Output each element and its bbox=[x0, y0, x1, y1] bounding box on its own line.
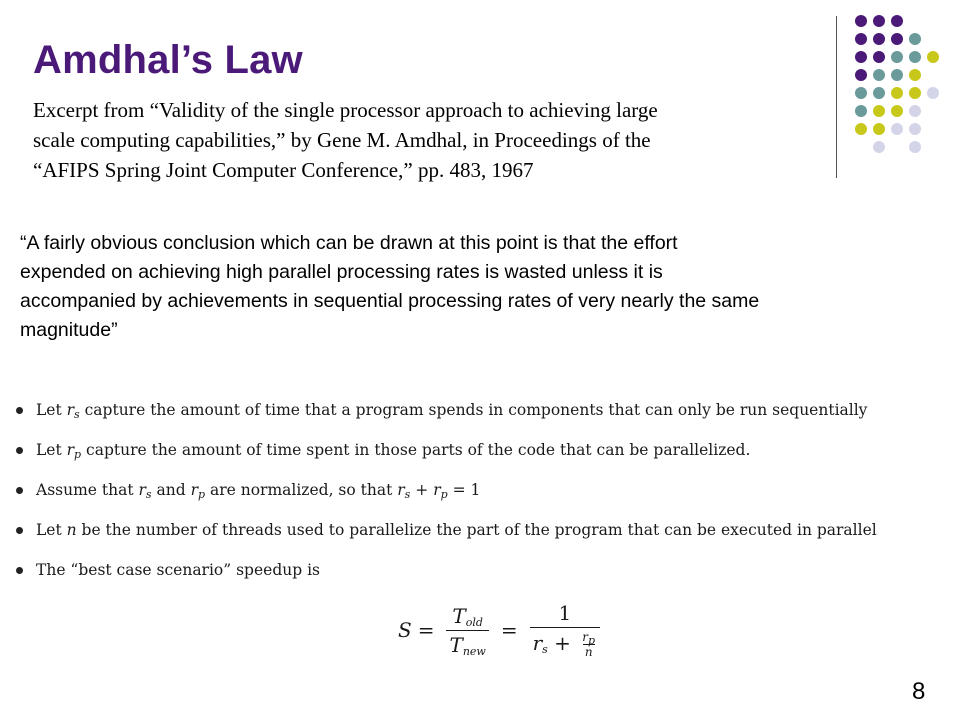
page-number: 8 bbox=[912, 678, 926, 705]
bullet-list bbox=[16, 395, 946, 595]
var-r: r bbox=[66, 441, 75, 459]
quote-line-1: “A fairly obvious conclusion which can be drawn at this point is that the effort bbox=[20, 232, 678, 254]
dot-row-4 bbox=[855, 69, 921, 81]
sub-s: s bbox=[74, 408, 80, 421]
amdahl-quote bbox=[20, 229, 945, 345]
citation bbox=[33, 95, 793, 185]
sub-p: p bbox=[74, 448, 82, 461]
formula-S: S bbox=[398, 618, 412, 642]
bullet-dot-icon bbox=[16, 567, 23, 574]
citation-line-3: “AFIPS Spring Joint Computer Conference,” pp. 483, 1967 bbox=[33, 158, 534, 182]
dot-row-6 bbox=[855, 105, 921, 117]
quote-line-4: magnitude” bbox=[20, 319, 118, 341]
citation-line-2: scale computing capabilities,” by Gene M. Amdhal, in Proceedings of the bbox=[33, 128, 651, 152]
formula-amdahl-fraction: 1 $r_s$ + $\frac{r_p}{n}$ bbox=[530, 601, 601, 659]
dot-row-7 bbox=[855, 123, 921, 135]
speedup-formula: S = $\frac{T_{old}}{T_{new}}$ = 1 $r_s$ + $\frac{r_p}{n}$ bbox=[398, 600, 606, 660]
quote-line-2: expended on achieving high parallel processing rates is wasted unless it is bbox=[20, 261, 663, 283]
divider-line bbox=[836, 16, 837, 178]
dot-row-8 bbox=[873, 141, 921, 153]
dot-row-1 bbox=[855, 15, 903, 27]
bullet-dot-icon bbox=[16, 527, 23, 534]
bullet-speedup: The “best case scenario” speedup is bbox=[16, 555, 946, 595]
var-n: n bbox=[66, 521, 77, 539]
bullet-dot-icon bbox=[16, 487, 23, 494]
bullet-dot-icon bbox=[16, 447, 23, 454]
bullet-rs-definition: Let $r_s$ capture the amount of time that a program spends in components that can only be run sequentially bbox=[16, 395, 946, 435]
quote-line-3: accompanied by achievements in sequential processing rates of very nearly the same bbox=[20, 290, 760, 312]
dot-row-2 bbox=[855, 33, 921, 45]
var-r: r bbox=[66, 401, 75, 419]
bullet-dot-icon bbox=[16, 407, 23, 414]
citation-line-1: Excerpt from “Validity of the single processor approach to achieving large bbox=[33, 98, 658, 122]
slide-title: Amdhal’s Law bbox=[33, 38, 303, 82]
dot-row-3 bbox=[855, 51, 939, 63]
formula-t-ratio: $\frac{T_{old}}{T_{new}}$ bbox=[446, 604, 488, 657]
bullet-threads-definition: Let n be the number of threads used to parallelize the part of the program that can be executed in parallel bbox=[16, 515, 946, 555]
bullet-normalization: Assume that $r_s$ and $r_p$ are normalized, so that $r_s + r_p = 1$ bbox=[16, 475, 946, 515]
bullet-rp-definition: Let $r_p$ capture the amount of time spent in those parts of the code that can be parallelized. bbox=[16, 435, 946, 475]
dot-row-5 bbox=[855, 87, 939, 99]
